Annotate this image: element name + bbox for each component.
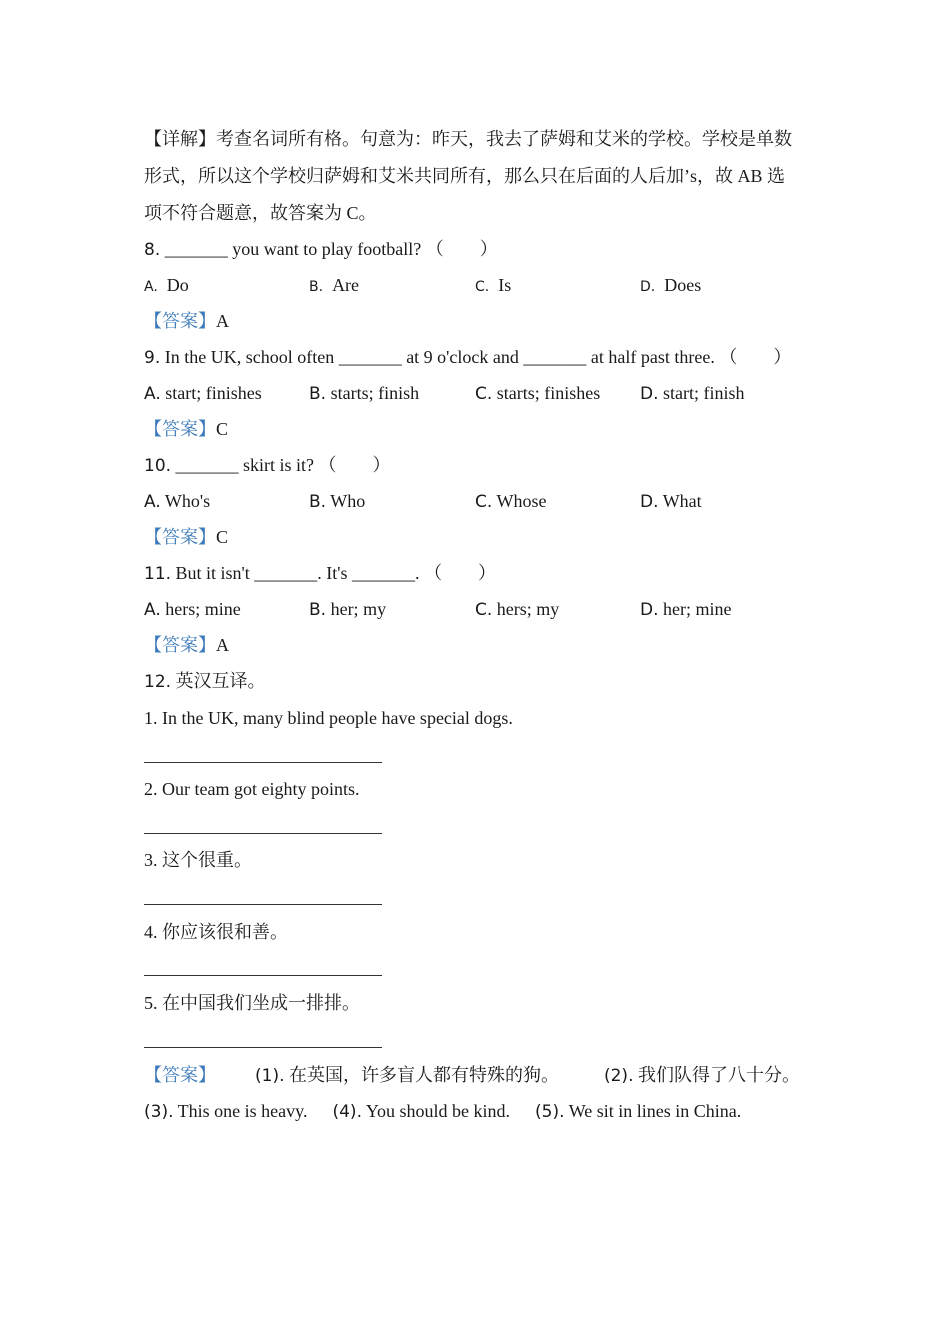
option-text: starts; finishes [496,383,601,403]
option-a [144,489,210,514]
answer-paren: （ ） [318,455,391,475]
option-text: her; mine [663,599,732,619]
question-number: 8. [144,240,161,260]
question-number: 11. [144,564,172,584]
answer-num: (4). [332,1102,362,1122]
answer-12-line-2 [144,1099,741,1124]
answer-paren: （ ） [425,239,498,259]
translation-item-1: 1. In the UK, many blind people have special dogs. [144,708,513,728]
answer-num: (1). [255,1066,285,1086]
option-label: A. [144,492,161,512]
detail-line-2: 形式，所以这个学校归萨姆和艾米共同所有，那么只在后面的人后加’s，故 AB 选 [144,166,786,186]
answer-12-line-1 [144,1063,800,1088]
option-text: Who's [164,491,211,511]
option-c [475,273,511,299]
answer-paren: （ ） [719,347,792,367]
option-text: her; my [330,599,387,619]
question-text: _______ skirt is it? [175,455,315,475]
answer-text: This one is heavy. [177,1101,308,1121]
option-text: Who [330,491,366,511]
question-text: In the UK, school often _______ at 9 o'clock and _______ at half past three. [164,347,715,367]
translation-item-3: 3. 这个很重。 [144,850,252,870]
option-c [475,597,559,622]
answer-blank-2[interactable] [144,833,382,834]
answer-9 [144,417,228,441]
option-label: A. [144,384,161,404]
answer-value: A [216,635,229,655]
question-9 [144,345,791,370]
option-text: starts; finish [330,383,420,403]
question-text: But it isn't _______. It's _______. [175,563,420,583]
option-label: B. [309,600,327,620]
option-text: start; finishes [165,383,262,403]
answer-paren: （ ） [424,563,497,583]
option-label: D. [640,492,659,512]
option-b [309,489,365,514]
option-text: Are [332,275,360,295]
answer-11 [144,633,229,657]
translation-item-4: 4. 你应该很和善。 [144,922,288,942]
answer-blank-4[interactable] [144,975,382,976]
answer-tag: 【答案】 [144,311,216,331]
question-number: 9. [144,348,161,368]
answer-10 [144,525,228,549]
answer-blank-5[interactable] [144,1047,382,1048]
option-c [475,489,546,514]
option-b [309,273,359,299]
option-label: D. [640,384,659,404]
option-label: B. [309,279,324,295]
option-d [640,273,701,299]
question-number: 10. [144,456,172,476]
detail-line-3: 项不符合题意，故答案为 C。 [144,203,377,223]
translation-item-2: 2. Our team got eighty points. [144,779,360,799]
answer-blank-1[interactable] [144,762,382,763]
question-10 [144,453,391,478]
detail-line-1: 【详解】考查名词所有格。句意为：昨天，我去了萨姆和艾米的学校。学校是单数 [144,129,792,149]
option-a [144,273,189,299]
answer-text: You should be kind. [365,1101,511,1121]
option-label: A. [144,600,161,620]
option-label: C. [475,492,493,512]
option-label: B. [309,384,327,404]
option-label: B. [309,492,327,512]
option-label: C. [475,600,493,620]
option-a [144,381,262,406]
option-b [309,381,419,406]
option-label: C. [475,384,493,404]
answer-text: 在英国，许多盲人都有特殊的狗。 [288,1065,559,1085]
option-text: Do [166,275,189,295]
answer-text: 我们队得了八十分。 [637,1065,800,1085]
answer-num: (3). [144,1102,174,1122]
option-d [640,381,745,406]
answer-num: (5). [535,1102,565,1122]
translation-item-5: 5. 在中国我们坐成一排排。 [144,993,360,1013]
option-c [475,381,600,406]
option-label: A. [144,279,158,295]
answer-tag: 【答案】 [144,419,216,439]
answer-8 [144,309,229,333]
question-8 [144,237,498,262]
answer-tag: 【答案】 [144,1065,216,1085]
option-label: C. [475,279,490,295]
option-text: Does [664,275,702,295]
answer-blank-3[interactable] [144,904,382,905]
answer-value: A [216,311,229,331]
option-text: What [662,491,702,511]
answer-tag: 【答案】 [144,527,216,547]
question-title: 英汉互译。 [175,671,266,691]
option-text: hers; my [496,599,560,619]
option-d [640,597,731,622]
option-label: D. [640,600,659,620]
option-a [144,597,241,622]
answer-value: C [216,527,229,547]
answer-num: (2). [603,1066,634,1086]
answer-value: C [216,419,229,439]
answer-text: We sit in lines in China. [568,1101,742,1121]
option-label: D. [640,279,656,295]
option-d [640,489,702,514]
option-text: Whose [496,491,547,511]
option-text: start; finish [663,383,745,403]
option-text: hers; mine [165,599,241,619]
question-11 [144,561,496,586]
question-text: _______ you want to play football? [164,239,422,259]
answer-tag: 【答案】 [144,635,216,655]
option-text: Is [498,275,512,295]
question-12 [144,669,266,694]
question-number: 12. [144,672,172,692]
option-b [309,597,386,622]
